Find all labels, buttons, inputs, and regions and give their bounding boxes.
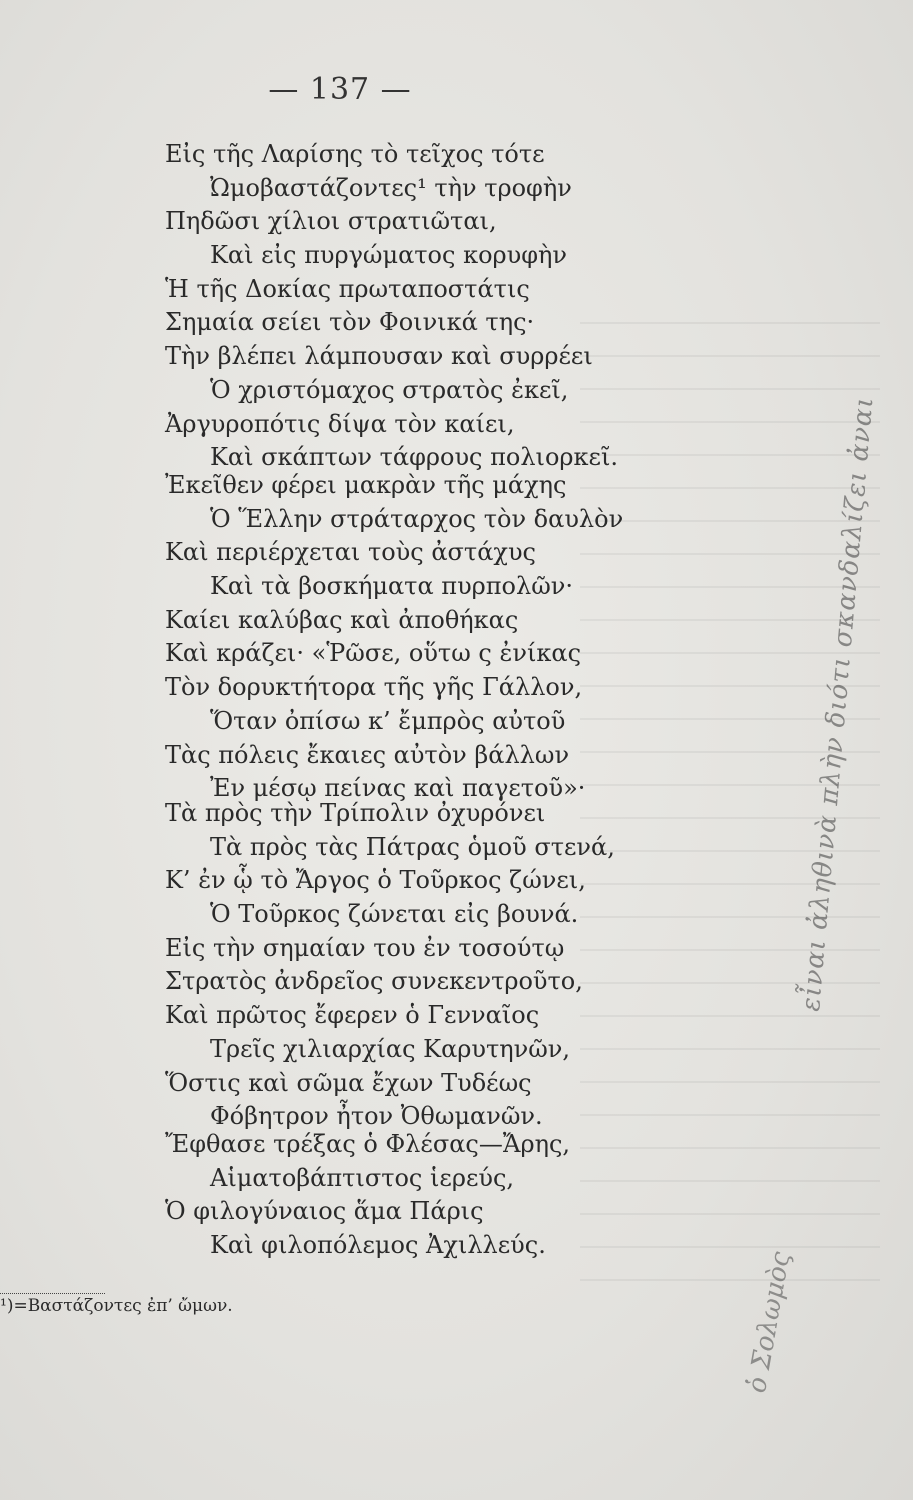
verse-line: Τρεῖς χιλιαρχίας Καρυτηνῶν, xyxy=(210,1034,571,1063)
verse-line: Τὰ πρὸς τὰς Πάτρας ὁμοῦ στενά, xyxy=(210,832,615,861)
verse-line: Ὁ Ἕλλην στράταρχος τὸν δαυλὸν xyxy=(210,504,624,533)
verse-line: Κ’ ἐν ᾧ τὸ Ἄργος ὁ Τοῦρκος ζώνει, xyxy=(165,866,586,895)
verse-line: Πηδῶσι χίλιοι στρατιῶται, xyxy=(165,207,497,236)
verse-line: Καὶ φιλοπόλεμος Ἀχιλλεύς. xyxy=(210,1231,546,1260)
verse-line: Τὸν δορυκτήτορα τῆς γῆς Γάλλον, xyxy=(165,673,583,702)
verse-line: Ἐκεῖθεν φέρει μακρὰν τῆς μάχης xyxy=(165,471,567,499)
verse-line: Ἐν μέσῳ πείνας καὶ παγετοῦ»· xyxy=(210,774,586,803)
verse-line: Τὴν βλέπει λάμπουσαν καὶ συρρέει xyxy=(165,342,593,371)
verse-line: Ἡ τῆς Δοκίας πρωταποστάτις xyxy=(165,274,530,303)
verse-line: Εἰς τῆς Λαρίσης τὸ τεῖχος τότε xyxy=(165,140,545,168)
verse-line: Καὶ περιέρχεται τοὺς ἀστάχυς xyxy=(165,538,536,567)
handwritten-margin-signature: ὁ Σολωμὸς xyxy=(742,1249,797,1396)
stanza xyxy=(165,1128,685,1263)
verse-line: Ὅστις καὶ σῶμα ἔχων Τυδέως xyxy=(165,1068,532,1097)
verse-line: Τὰ πρὸς τὴν Τρίπολιν ὀχυρόνει xyxy=(165,799,546,827)
footnote-divider xyxy=(0,1293,105,1294)
verse-line: Ἔφθασε τρέξας ὁ Φλέσας—Ἄρης, xyxy=(165,1130,571,1158)
verse-line: Φόβητρον ἦτον Ὀθωμανῶν. xyxy=(210,1102,543,1131)
verse-line: Αἱματοβάπτιστος ἱερεύς, xyxy=(210,1163,515,1192)
page-number: — 137 — xyxy=(268,72,412,107)
stanza xyxy=(165,797,685,1134)
verse-line: Ἀργυροπότις δίψα τὸν καίει, xyxy=(165,409,515,438)
verse-line: Ὁ Τοῦρκος ζώνεται εἰς βουνά. xyxy=(210,900,579,929)
stanza xyxy=(165,469,685,806)
verse-line: Καὶ τὰ βοσκήματα πυρπολῶν· xyxy=(210,572,573,601)
verse-line: Ὁ φιλογύναιος ἅμα Πάρις xyxy=(165,1197,484,1226)
verse-line: Ὅταν ὀπίσω κ’ ἔμπρὸς αὐτοῦ xyxy=(210,706,566,735)
stanza xyxy=(165,138,685,475)
verse-line: Τὰς πόλεις ἔκαιες αὐτὸν βάλλων xyxy=(165,740,570,769)
verse-line: Καὶ σκάπτων τάφρους πολιορκεῖ. xyxy=(210,443,618,472)
verse-line: Ὠμοβαστάζοντες¹ τὴν τροφὴν xyxy=(210,173,572,202)
verse-line: Καίει καλύβας καὶ ἀποθήκας xyxy=(165,605,519,634)
verse-line: Σημαία σείει τὸν Φοινικά της· xyxy=(165,308,535,337)
footnote: ¹)=Βαστάζοντες ἐπ’ ὤμων. xyxy=(0,1296,233,1316)
verse-line: Ὁ χριστόμαχος στρατὸς ἐκεῖ, xyxy=(210,375,569,404)
verse-line: Στρατὸς ἀνδρεῖος συνεκεντροῦτο, xyxy=(165,967,583,996)
handwritten-margin-note: εἶναι ἀληθινὰ πλὴν διότι σκανδαλίζει ἀναι xyxy=(796,395,880,1013)
verse-line: Καὶ εἰς πυργώματος κορυφὴν xyxy=(210,241,567,270)
verse-line: Εἰς τὴν σημαίαν του ἐν τοσούτῳ xyxy=(165,933,565,962)
verse-line: Καὶ πρῶτος ἔφερεν ὁ Γενναῖος xyxy=(165,1001,540,1030)
verse-line: Καὶ κράζει· «Ῥῶσε, οὕτω ς ἐνίκας xyxy=(165,639,582,668)
